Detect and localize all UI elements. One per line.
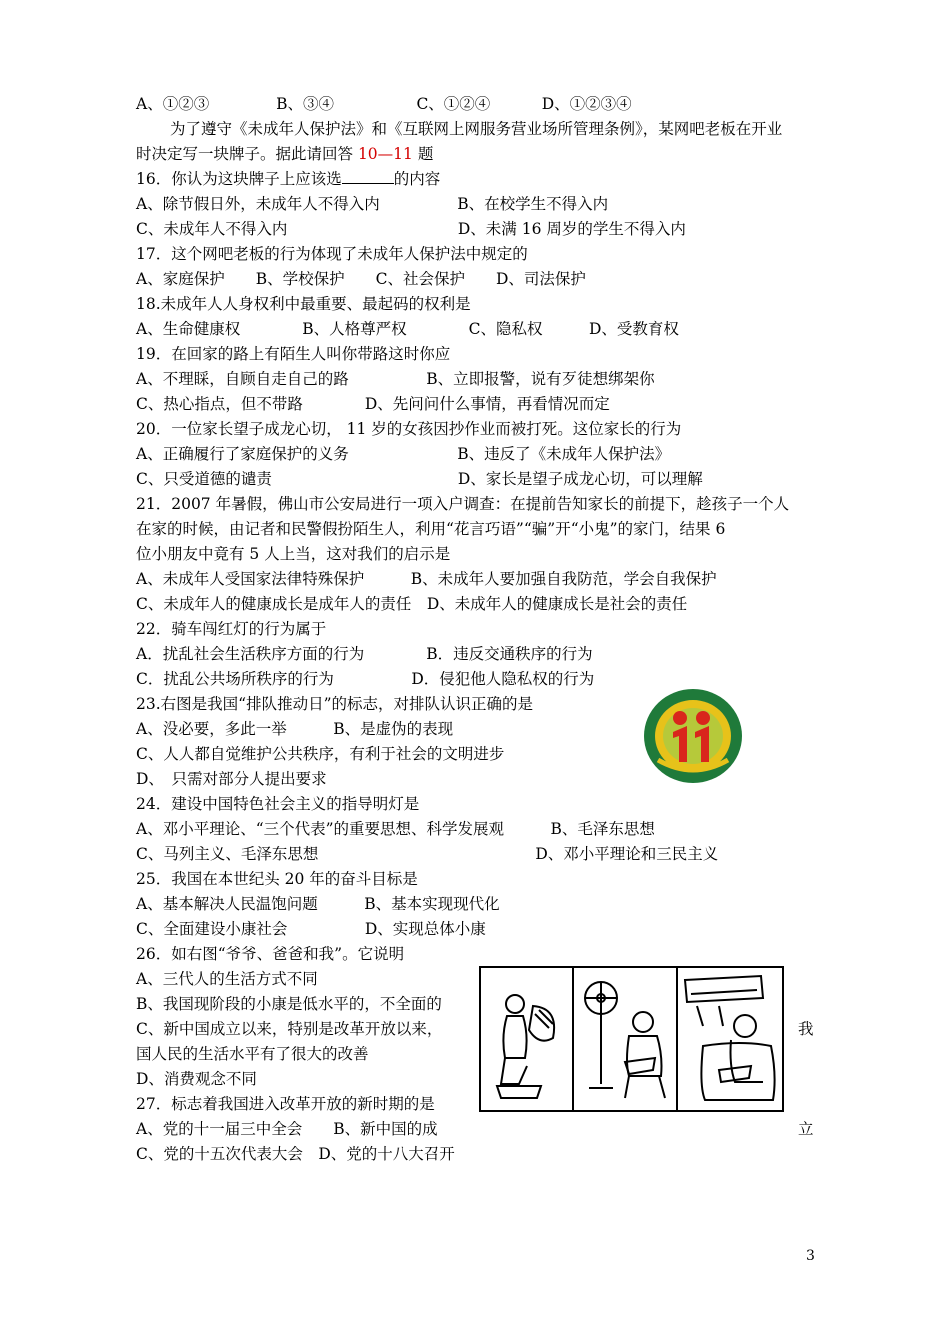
q22-options-cd: C．扰乱公共场所秩序的行为 D．侵犯他人隐私权的行为 — [136, 670, 595, 688]
q16-stem: 16．你认为这块牌子上应该选 的内容 — [136, 170, 441, 188]
q24-options-cd: C、马列主义、毛泽东思想 D、邓小平理论和三民主义 — [136, 845, 719, 863]
q23-option-d: D、 只需对部分人提出要求 — [136, 770, 327, 788]
q17-stem: 17．这个网吧老板的行为体现了未成年人保护法中规定的 — [136, 245, 528, 263]
q21-options-ab: A、未成年人受国家法律特殊保护 B、未成年人要加强自我防范，学会自我保护 — [136, 570, 717, 588]
q26-stem: 26．如右图“爷爷、爸爸和我”。它说明 — [136, 945, 405, 963]
grandpa-dad-me-illustration-icon — [479, 966, 784, 1112]
q27-options-ab: A、党的十一届三中全会 B、新中国的成 — [136, 1120, 438, 1138]
q20-options-cd: C、只受道德的谴责 D、家长是望子成龙心切，可以理解 — [136, 470, 703, 488]
overflow-char-wo: 我 — [798, 1020, 814, 1038]
q20-options-ab: A、正确履行了家庭保护的义务 B、违反了《未成年人保护法》 — [136, 445, 671, 463]
q20-stem: 20．一位家长望子成龙心切， 11 岁的女孩因抄作业而被打死。这位家长的行为 — [136, 420, 682, 438]
q26-option-b: B、我国现阶段的小康是低水平的，不全面的 — [136, 995, 442, 1013]
overflow-char-li: 立 — [798, 1120, 814, 1138]
q26-option-d: D、消费观念不同 — [136, 1070, 257, 1088]
q26-option-c-cont: 国人民的生活水平有了很大的改善 — [136, 1045, 369, 1063]
q21-stem-line2: 在家的时候，由记者和民警假扮陌生人，利用“花言巧语”“骗”开“小鬼”的家门，结果 6 — [136, 520, 726, 538]
intro-paragraph-line2: 时决定写一块牌子。据此请回答 10—11 题 — [136, 145, 434, 163]
q21-stem-line3: 位小朋友中竟有 5 人上当，这对我们的启示是 — [136, 545, 451, 563]
q9-options: A、①②③ B、③④ C、①②④ D、①②③④ — [136, 95, 632, 113]
q26-option-a: A、三代人的生活方式不同 — [136, 970, 318, 988]
q21-stem-line1: 21．2007 年暑假，佛山市公安局进行一项入户调查：在提前告知家长的前提下，趁孩子一个人 — [136, 495, 790, 513]
intro-paragraph-line1: 为了遵守《未成年人保护法》和《互联网上网服务营业场所管理条例》，某网吧老板在开业 — [170, 120, 783, 138]
q23-options-ab: A、没必要，多此一举 B、是虚伪的表现 — [136, 720, 454, 738]
answer-blank — [342, 169, 394, 184]
q25-stem: 25．我国在本世纪头 20 年的奋斗目标是 — [136, 870, 418, 888]
q25-options-cd: C、全面建设小康社会 D、实现总体小康 — [136, 920, 486, 938]
q17-options: A、家庭保护 B、学校保护 C、社会保护 D、司法保护 — [136, 270, 586, 288]
q19-stem: 19．在回家的路上有陌生人叫你带路这时你应 — [136, 345, 451, 363]
q24-options-ab: A、邓小平理论、“三个代表”的重要思想、科学发展观 B、毛泽东思想 — [136, 820, 655, 838]
q24-stem: 24．建设中国特色社会主义的指导明灯是 — [136, 795, 420, 813]
q21-options-cd: C、未成年人的健康成长是成年人的责任 D、未成年人的健康成长是社会的责任 — [136, 595, 688, 613]
q26-option-c: C、新中国成立以来，特别是改革开放以来， — [136, 1020, 443, 1038]
q16-options-cd: C、未成年人不得入内 D、未满 16 周岁的学生不得入内 — [136, 220, 686, 238]
q22-stem: 22．骑车闯红灯的行为属于 — [136, 620, 327, 638]
page-number: 3 — [806, 1248, 815, 1264]
q27-stem: 27．标志着我国进入改革开放的新时期的是 — [136, 1095, 435, 1113]
q19-options-ab: A、不理睬，自顾自走自己的路 B、立即报警，说有歹徒想绑架你 — [136, 370, 655, 388]
q16-options-ab: A、除节假日外，未成年人不得入内 B、在校学生不得入内 — [136, 195, 609, 213]
q18-stem: 18.未成年人人身权利中最重要、最起码的权利是 — [136, 295, 471, 313]
q25-options-ab: A、基本解决人民温饱问题 B、基本实现现代化 — [136, 895, 500, 913]
q19-options-cd: C、热心指点，但不带路 D、先问问什么事情，再看情况而定 — [136, 395, 610, 413]
q23-option-c: C、人人都自觉维护公共秩序，有利于社会的文明进步 — [136, 745, 505, 763]
q22-options-ab: A．扰乱社会生活秩序方面的行为 B．违反交通秩序的行为 — [136, 645, 593, 663]
q27-options-cd: C、党的十五次代表大会 D、党的十八大召开 — [136, 1145, 455, 1163]
q18-options: A、生命健康权 B、人格尊严权 C、隐私权 D、受教育权 — [136, 320, 679, 338]
queue-day-logo-icon — [643, 688, 743, 784]
q23-stem: 23.右图是我国“排队推动日”的标志，对排队认识正确的是 — [136, 695, 534, 713]
question-range: 10—11 — [357, 145, 413, 163]
